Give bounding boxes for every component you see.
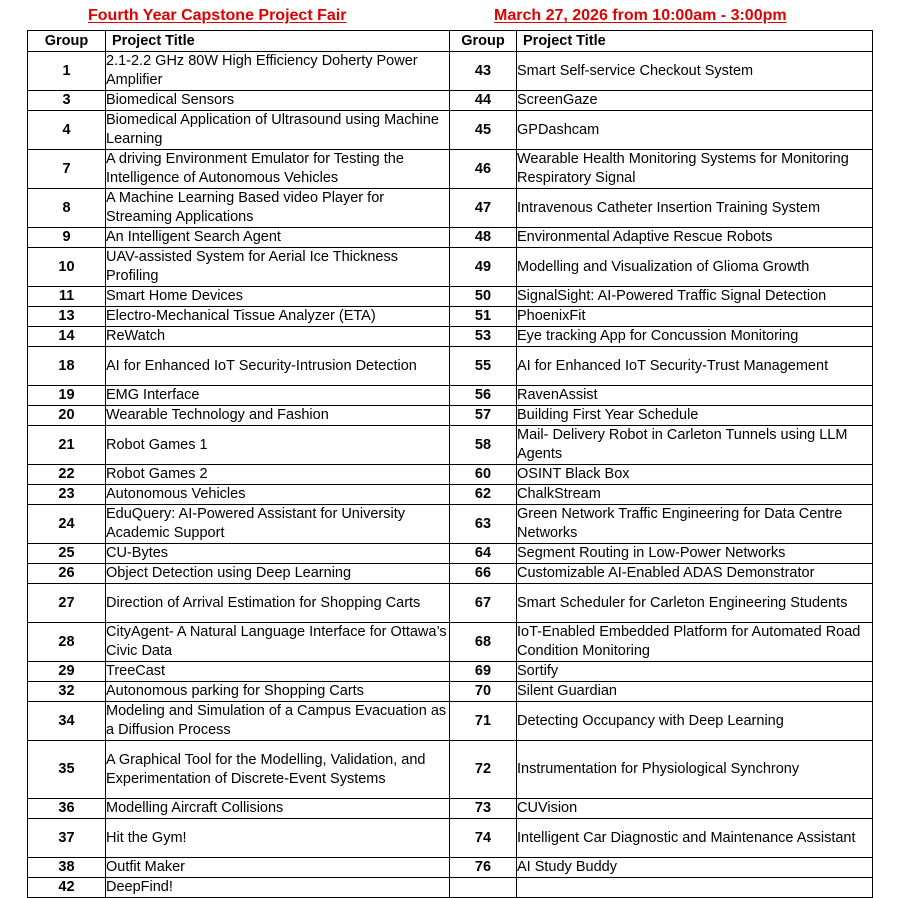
- cell-group-left: 19: [28, 386, 106, 406]
- cell-title-right: ScreenGaze: [517, 91, 873, 111]
- cell-title-left: 2.1-2.2 GHz 80W High Efficiency Doherty Power Amplifier: [106, 52, 450, 91]
- table-row: [28, 682, 873, 702]
- cell-group-right: 60: [450, 465, 517, 485]
- cell-title-right: Segment Routing in Low-Power Networks: [517, 544, 873, 564]
- cell-title-right: Environmental Adaptive Rescue Robots: [517, 228, 873, 248]
- column-header-group-right: Group: [450, 31, 517, 52]
- table-row: [28, 406, 873, 426]
- cell-group-right: 73: [450, 799, 517, 819]
- cell-group-right: 43: [450, 52, 517, 91]
- cell-group-right: 51: [450, 307, 517, 327]
- table-row: [28, 465, 873, 485]
- cell-group-right: 68: [450, 623, 517, 662]
- cell-group-left: 10: [28, 248, 106, 287]
- cell-group-right: 56: [450, 386, 517, 406]
- table-row: [28, 287, 873, 307]
- cell-title-left: DeepFind!: [106, 878, 450, 898]
- cell-title-left: Hit the Gym!: [106, 819, 450, 858]
- cell-title-left: Autonomous Vehicles: [106, 485, 450, 505]
- cell-title-right: AI for Enhanced IoT Security-Trust Management: [517, 347, 873, 386]
- cell-title-left: A driving Environment Emulator for Testing the Intelligence of Autonomous Vehicles: [106, 150, 450, 189]
- cell-title-right: Smart Scheduler for Carleton Engineering Students: [517, 584, 873, 623]
- cell-group-left: 1: [28, 52, 106, 91]
- cell-title-left: Direction of Arrival Estimation for Shopping Carts: [106, 584, 450, 623]
- cell-group-right: 45: [450, 111, 517, 150]
- cell-title-left: CityAgent- A Natural Language Interface for Ottawa’s Civic Data: [106, 623, 450, 662]
- table-row: [28, 505, 873, 544]
- cell-group-left: 7: [28, 150, 106, 189]
- cell-title-right: Eye tracking App for Concussion Monitoring: [517, 327, 873, 347]
- cell-group-left: 28: [28, 623, 106, 662]
- cell-title-left: CU-Bytes: [106, 544, 450, 564]
- table-row: [28, 544, 873, 564]
- table-row: [28, 858, 873, 878]
- cell-group-left: 38: [28, 858, 106, 878]
- cell-group-right: 71: [450, 702, 517, 741]
- cell-title-left: Wearable Technology and Fashion: [106, 406, 450, 426]
- column-header-title-right: Project Title: [517, 31, 873, 52]
- cell-title-left: Modelling Aircraft Collisions: [106, 799, 450, 819]
- cell-group-right: 44: [450, 91, 517, 111]
- table-row: [28, 52, 873, 91]
- cell-group-right: 47: [450, 189, 517, 228]
- cell-group-right: 63: [450, 505, 517, 544]
- table-row: [28, 91, 873, 111]
- cell-title-right: IoT-Enabled Embedded Platform for Automated Road Condition Monitoring: [517, 623, 873, 662]
- table-row: [28, 111, 873, 150]
- cell-group-left: 21: [28, 426, 106, 465]
- cell-group-left: 25: [28, 544, 106, 564]
- event-datetime: March 27, 2026 from 10:00am - 3:00pm: [494, 7, 787, 24]
- cell-group-right: 57: [450, 406, 517, 426]
- cell-group-right: 49: [450, 248, 517, 287]
- table-row: [28, 347, 873, 386]
- table-row: [28, 307, 873, 327]
- cell-title-left: ReWatch: [106, 327, 450, 347]
- cell-group-left: 18: [28, 347, 106, 386]
- table-row: [28, 623, 873, 662]
- cell-title-left: UAV-assisted System for Aerial Ice Thickness Profiling: [106, 248, 450, 287]
- cell-title-left: Autonomous parking for Shopping Carts: [106, 682, 450, 702]
- cell-group-left: 32: [28, 682, 106, 702]
- table-row: [28, 248, 873, 287]
- table-row: [28, 426, 873, 465]
- cell-group-right: 66: [450, 564, 517, 584]
- table-row: [28, 150, 873, 189]
- table-row: [28, 228, 873, 248]
- cell-title-left: Biomedical Sensors: [106, 91, 450, 111]
- cell-title-left: Robot Games 2: [106, 465, 450, 485]
- table-body: [28, 52, 873, 898]
- cell-title-right: Intelligent Car Diagnostic and Maintenance Assistant: [517, 819, 873, 858]
- cell-group-left: 22: [28, 465, 106, 485]
- table-row: [28, 386, 873, 406]
- cell-title-left: Biomedical Application of Ultrasound using Machine Learning: [106, 111, 450, 150]
- cell-group-left: 42: [28, 878, 106, 898]
- table-row: [28, 327, 873, 347]
- cell-title-right: Building First Year Schedule: [517, 406, 873, 426]
- cell-title-right: Smart Self-service Checkout System: [517, 52, 873, 91]
- cell-title-left: Modeling and Simulation of a Campus Evacuation as a Diffusion Process: [106, 702, 450, 741]
- cell-group-left: 8: [28, 189, 106, 228]
- cell-title-right: Customizable AI-Enabled ADAS Demonstrator: [517, 564, 873, 584]
- table-row: [28, 702, 873, 741]
- cell-group-right: 53: [450, 327, 517, 347]
- cell-group-left: 3: [28, 91, 106, 111]
- cell-group-left: 29: [28, 662, 106, 682]
- cell-group-left: 20: [28, 406, 106, 426]
- cell-group-left: 36: [28, 799, 106, 819]
- cell-title-left: EduQuery: AI-Powered Assistant for University Academic Support: [106, 505, 450, 544]
- column-header-title-left: Project Title: [106, 31, 450, 52]
- table-row: [28, 189, 873, 228]
- page-header: [0, 0, 902, 30]
- cell-title-left: A Machine Learning Based video Player for Streaming Applications: [106, 189, 450, 228]
- cell-group-right: 67: [450, 584, 517, 623]
- cell-title-left: EMG Interface: [106, 386, 450, 406]
- cell-title-left: Object Detection using Deep Learning: [106, 564, 450, 584]
- cell-title-left: Smart Home Devices: [106, 287, 450, 307]
- cell-title-right: OSINT Black Box: [517, 465, 873, 485]
- cell-title-right: SignalSight: AI-Powered Traffic Signal Detection: [517, 287, 873, 307]
- cell-title-right: AI Study Buddy: [517, 858, 873, 878]
- cell-title-right: GPDashcam: [517, 111, 873, 150]
- cell-title-right: Mail- Delivery Robot in Carleton Tunnels using LLM Agents: [517, 426, 873, 465]
- cell-group-right: 69: [450, 662, 517, 682]
- cell-title-right: Instrumentation for Physiological Synchrony: [517, 741, 873, 799]
- cell-group-right: 55: [450, 347, 517, 386]
- cell-group-right: 64: [450, 544, 517, 564]
- cell-group-left: 35: [28, 741, 106, 799]
- cell-title-right: Intravenous Catheter Insertion Training System: [517, 189, 873, 228]
- cell-group-right: 48: [450, 228, 517, 248]
- cell-title-left: TreeCast: [106, 662, 450, 682]
- cell-group-right: 70: [450, 682, 517, 702]
- cell-group-right: 58: [450, 426, 517, 465]
- cell-group-right: 50: [450, 287, 517, 307]
- cell-title-left: Electro-Mechanical Tissue Analyzer (ETA): [106, 307, 450, 327]
- cell-title-right: PhoenixFit: [517, 307, 873, 327]
- cell-group-left: 34: [28, 702, 106, 741]
- cell-group-right: 76: [450, 858, 517, 878]
- cell-group-left: 4: [28, 111, 106, 150]
- cell-title-left: Outfit Maker: [106, 858, 450, 878]
- page-title: Fourth Year Capstone Project Fair: [88, 7, 347, 24]
- cell-title-right: ChalkStream: [517, 485, 873, 505]
- cell-title-right: Modelling and Visualization of Glioma Growth: [517, 248, 873, 287]
- cell-title-left: AI for Enhanced IoT Security-Intrusion Detection: [106, 347, 450, 386]
- cell-group-left: 37: [28, 819, 106, 858]
- cell-title-right: Green Network Traffic Engineering for Data Centre Networks: [517, 505, 873, 544]
- column-header-group-left: Group: [28, 31, 106, 52]
- table-row: [28, 564, 873, 584]
- table-row: [28, 819, 873, 858]
- table-row: [28, 799, 873, 819]
- cell-title-right: Sortify: [517, 662, 873, 682]
- cell-title-left: An Intelligent Search Agent: [106, 228, 450, 248]
- table-row: [28, 662, 873, 682]
- cell-title-right: Detecting Occupancy with Deep Learning: [517, 702, 873, 741]
- cell-group-left: 11: [28, 287, 106, 307]
- cell-group-right: 46: [450, 150, 517, 189]
- cell-group-left: 26: [28, 564, 106, 584]
- cell-group-left: 14: [28, 327, 106, 347]
- cell-group-right: 74: [450, 819, 517, 858]
- cell-group-left: 23: [28, 485, 106, 505]
- table-header: [28, 31, 873, 52]
- table-row: [28, 584, 873, 623]
- cell-group-left: 24: [28, 505, 106, 544]
- cell-group-right: 62: [450, 485, 517, 505]
- cell-group-right: 72: [450, 741, 517, 799]
- cell-group-left: 9: [28, 228, 106, 248]
- cell-title-right: RavenAssist: [517, 386, 873, 406]
- cell-title-right: CUVision: [517, 799, 873, 819]
- cell-title-right: Wearable Health Monitoring Systems for Monitoring Respiratory Signal: [517, 150, 873, 189]
- cell-title-left: Robot Games 1: [106, 426, 450, 465]
- table-row: [28, 741, 873, 799]
- project-fair-table: [27, 30, 873, 898]
- cell-group-left: 27: [28, 584, 106, 623]
- cell-title-left: A Graphical Tool for the Modelling, Validation, and Experimentation of Discrete-Event Systems: [106, 741, 450, 799]
- table-header-row: [28, 31, 873, 52]
- cell-group-left: 13: [28, 307, 106, 327]
- cell-title-right: Silent Guardian: [517, 682, 873, 702]
- table-row: [28, 485, 873, 505]
